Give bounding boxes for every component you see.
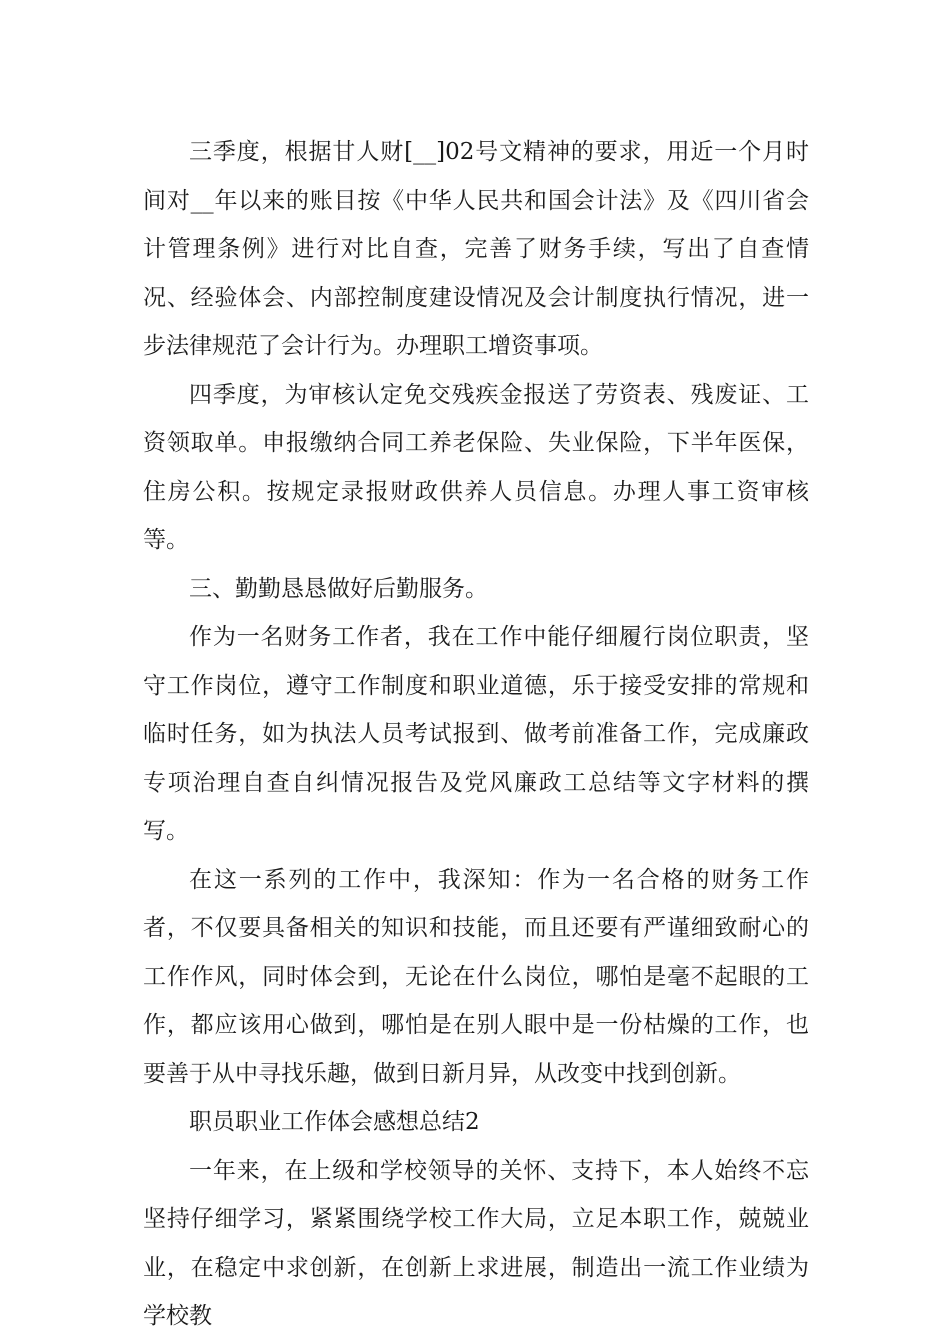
article-title-2: 职员职业工作体会感想总结2 xyxy=(189,1109,480,1135)
paragraph-q3-finance: 三季度，根据甘人财[__]02号文精神的要求，用近一个月时间对__年以来的账目按《中华人民共和国会计法》及《四川省会计管理条例》进行对比自查，完善了财务手续，写出了自查情况、经验体会、内部控制度建设情况及会计制度执行情况，进一步法律规范了会计行为。办理职工增资事项。 xyxy=(143,139,809,359)
paragraph-intro-2: 一年来，在上级和学校领导的关怀、支持下，本人始终不忘坚持仔细学习，紧紧围绕学校工作大局，立足本职工作，兢兢业业，在稳定中求创新，在创新上求进展，制造出一流工作业绩为学校教 xyxy=(143,1157,809,1329)
document-body xyxy=(143,128,809,1341)
section-heading-logistics: 三、勤勤恳恳做好后勤服务。 xyxy=(189,575,488,602)
paragraph-duties: 作为一名财务工作者，我在工作中能仔细履行岗位职责，坚守工作岗位，遵守工作制度和职业道德，乐于接受安排的常规和临时任务，如为执法人员考试报到、做考前准备工作，完成廉政专项治理自查自纠情况报告及党风廉政工总结等文字材料的撰写。 xyxy=(143,624,809,844)
paragraph-q4-finance: 四季度，为审核认定免交残疾金报送了劳资表、残废证、工资领取单。申报缴纳合同工养老保险、失业保险，下半年医保，住房公积。按规定录报财政供养人员信息。办理人事工资审核等。 xyxy=(143,381,809,553)
paragraph-reflection: 在这一系列的工作中，我深知：作为一名合格的财务工作者，不仅要具备相关的知识和技能，而且还要有严谨细致耐心的工作作风，同时体会到，无论在什么岗位，哪怕是毫不起眼的工作，都应该用心做到，哪怕是在别人眼中是一份枯燥的工作，也要善于从中寻找乐趣，做到日新月异，从改变中找到创新。 xyxy=(143,866,809,1087)
